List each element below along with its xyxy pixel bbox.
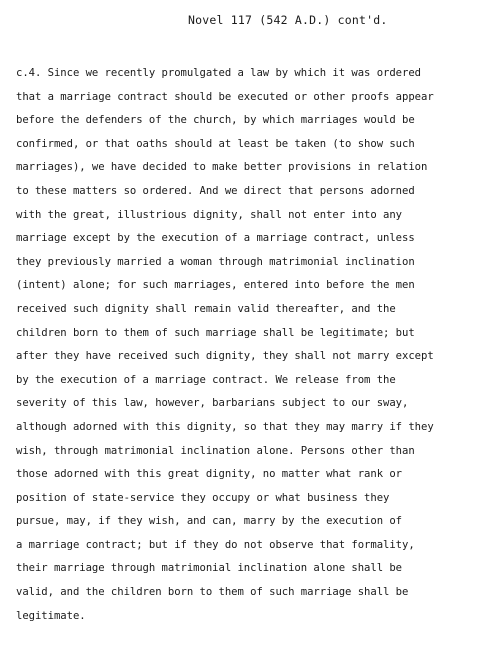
text-line: received such dignity shall remain valid thereafter, and the — [16, 302, 396, 315]
text-line: c.4. Since we recently promulgated a law by which it was ordered — [16, 67, 421, 79]
text-line: that a marriage contract should be executed or other proofs appear — [16, 90, 434, 103]
page-heading: Novel 117 (542 A.D.) cont'd. — [188, 13, 388, 27]
body-text — [16, 62, 486, 628]
text-line: valid, and the children born to them of such marriage shall be — [16, 586, 409, 599]
text-line: they previously married a woman through matrimonial inclination — [16, 255, 415, 268]
text-line: to these matters so ordered. And we direct that persons adorned — [16, 184, 415, 197]
text-line: by the execution of a marriage contract. We release from the — [16, 373, 396, 386]
text-line: with the great, illustrious dignity, shall not enter into any — [16, 208, 403, 221]
text-line: wish, through matrimonial inclination alone. Persons other than — [16, 444, 415, 457]
text-line: pursue, may, if they wish, and can, marry by the execution of — [16, 515, 403, 528]
text-line: children born to them of such marriage shall be legitimate; but — [16, 326, 415, 339]
text-line: marriage except by the execution of a marriage contract, unless — [16, 232, 415, 245]
text-line: position of state-service they occupy or what business they — [16, 491, 390, 504]
text-line: those adorned with this great dignity, no matter what rank or — [16, 468, 403, 481]
text-line: before the defenders of the church, by which marriages would be — [16, 114, 415, 127]
text-line: confirmed, or that oaths should at least be taken (to show such — [16, 137, 415, 150]
text-line: after they have received such dignity, they shall not marry except — [16, 350, 434, 363]
text-line: legitimate. — [16, 609, 86, 622]
text-line: their marriage through matrimonial inclination alone shall be — [16, 562, 403, 575]
text-line: severity of this law, however, barbarians subject to our sway, — [16, 397, 409, 410]
text-line: (intent) alone; for such marriages, entered into before the men — [16, 279, 415, 292]
text-line: although adorned with this dignity, so that they may marry if they — [16, 420, 434, 433]
text-line: marriages), we have decided to make better provisions in relation — [16, 161, 428, 174]
text-line: a marriage contract; but if they do not observe that formality, — [16, 538, 415, 551]
